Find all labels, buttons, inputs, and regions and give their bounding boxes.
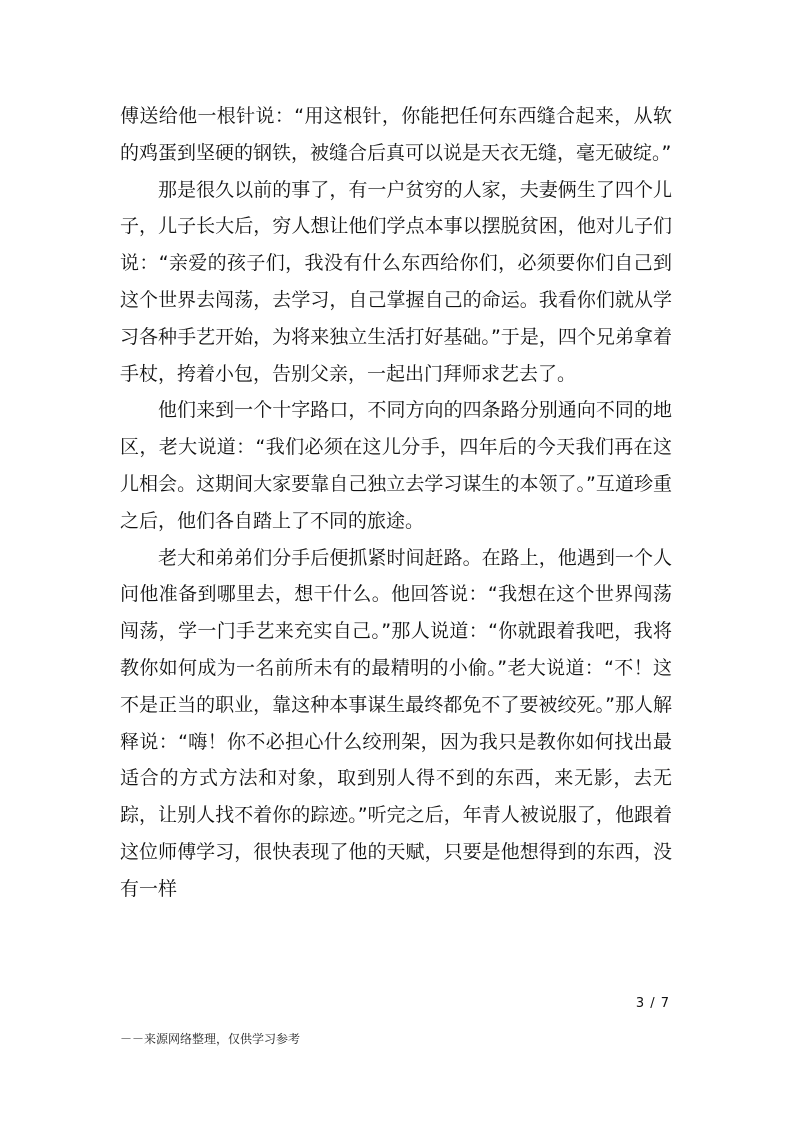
paragraph-2: 那是很久以前的事了，有一户贫穷的人家，夫妻俩生了四个儿子，儿子长大后，穷人想让他们学点本事以摆脱贫困，他对儿子们说：“亲爱的孩子们，我没有什么东西给你们，必须要你们自己到这个世界去闯荡，去学习，自己掌握自己的命运。我看你们就从学习各种手艺开始，为将来独立生活打好基础。”于是，四个兄弟拿着手杖，挎着小包，告别父亲，一起出门拜师求艺去了。 [120,178,672,385]
footer-note: －－来源网络整理，仅供学习参考 [120,1032,301,1046]
page-number: 3 / 7 [635,996,670,1011]
paragraph-4: 老大和弟弟们分手后便抓紧时间赶路。在路上，他遇到一个人问他准备到哪里去，想干什么。他回答说：“我想在这个世界闯荡闯荡，学一门手艺来充实自己。”那人说道：“你就跟着我吧，我将教你如何成为一名前所未有的最精明的小偷。”老大说道：“不！这不是正当的职业，靠这种本事谋生最终都免不了要被绞死。”那人解释说：“嗨！你不必担心什么绞刑架，因为我只是教你如何找出最适合的方式方法和对象，取到别人得不到的东西，来无影，去无踪，让别人找不着你的踪迹。”听完之后，年青人被说服了，他跟着这位师傅学习，很快表现了他的天赋，只要是他想得到的东西，没有一样 [120,546,672,900]
document-body [120,98,672,908]
paragraph-1: 傅送给他一根针说：“用这根针，你能把任何东西缝合起来，从软的鸡蛋到坚硬的钢铁，被缝合后真可以说是天衣无缝，毫无破绽。” [120,105,672,164]
paragraph-3: 他们来到一个十字路口，不同方向的四条路分别通向不同的地区，老大说道：“我们必须在这儿分手，四年后的今天我们再在这儿相会。这期间大家要靠自己独立去学习谋生的本领了。”互道珍重之后，他们各自踏上了不同的旅途。 [120,399,672,532]
